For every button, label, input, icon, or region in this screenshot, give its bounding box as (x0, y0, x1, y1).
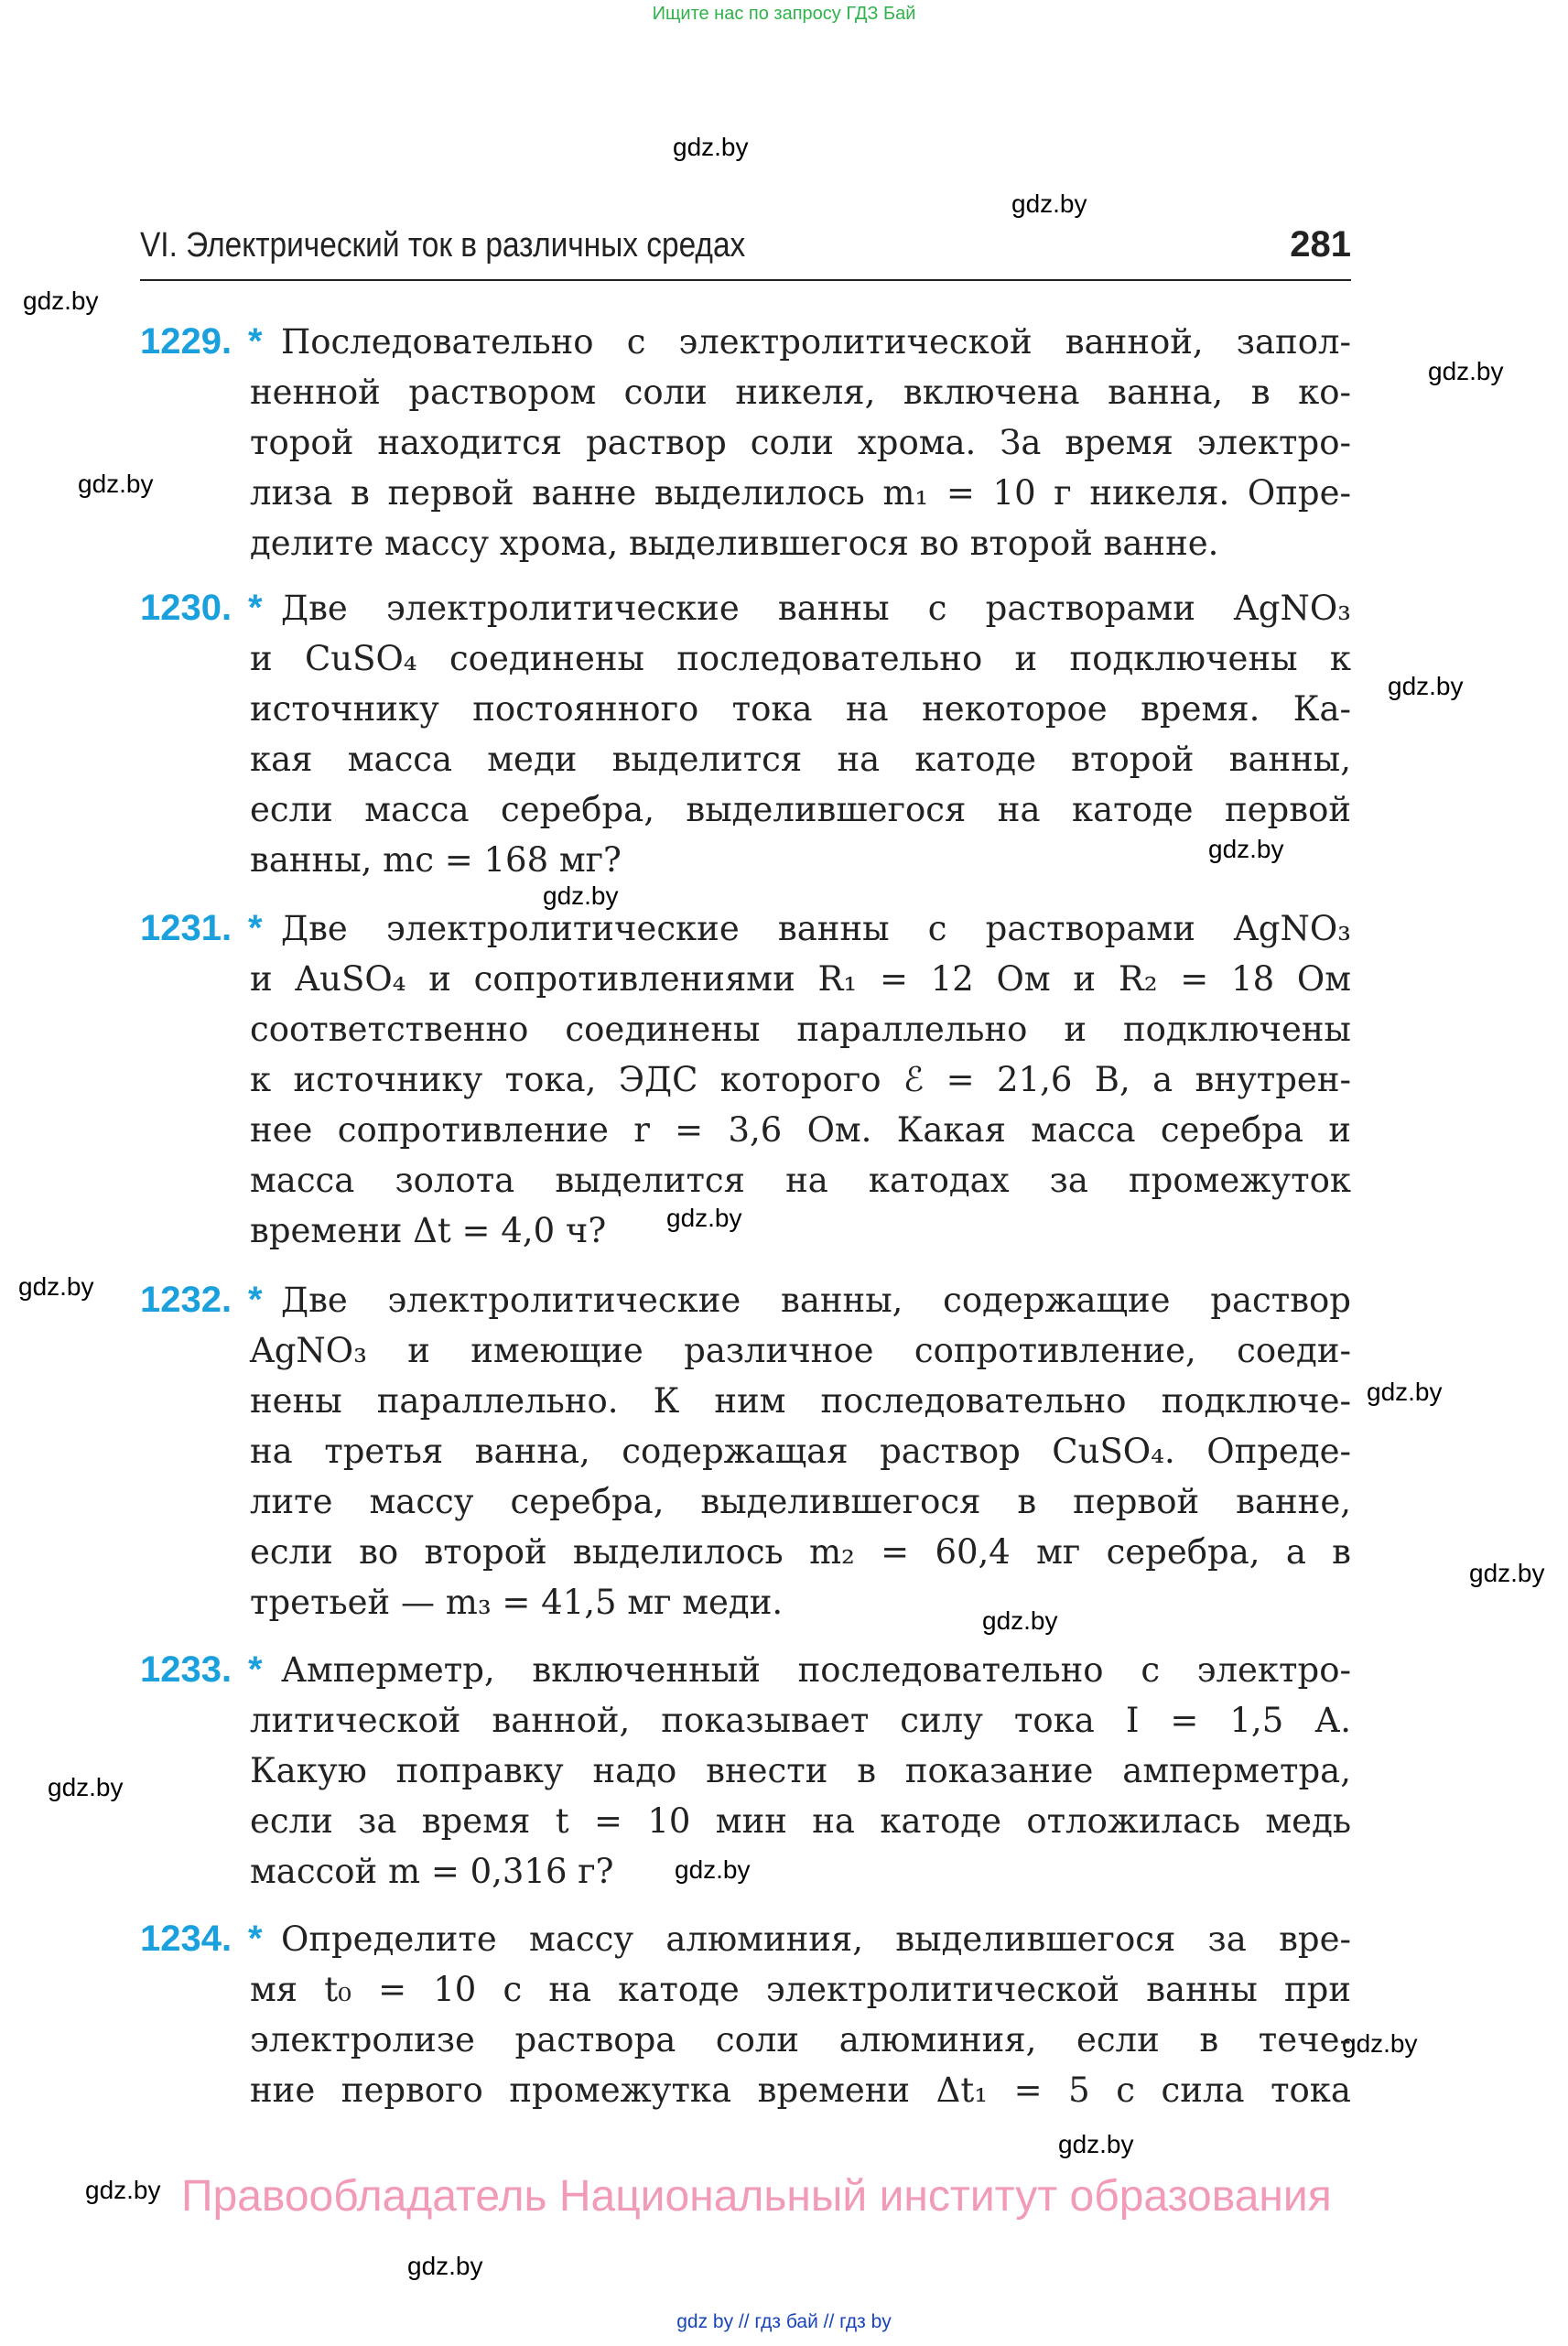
watermark: gdz.by (23, 286, 99, 315)
problem-number: 1229. (140, 321, 232, 362)
text-line: Последовательно с электролитической ванной, запол- (281, 322, 1351, 362)
text-line: торой находится раствор соли хрома. За время электро- (250, 423, 1351, 462)
watermark: gdz.by (407, 2252, 483, 2280)
text-line: Какую поправку надо внести в показание амперметра, (250, 1751, 1351, 1790)
watermark: gdz.by (85, 2176, 161, 2204)
text-line: Определите массу алюминия, выделившегося за вре- (281, 1919, 1351, 1959)
problem-text (250, 1914, 1351, 2115)
text-line: лите массу серебра, выделившегося в первой ванне, (250, 1482, 1351, 1521)
watermark: gdz.by (18, 1272, 94, 1301)
watermark: gdz.by (675, 1855, 751, 1884)
problem-text (250, 583, 1351, 885)
problem-number: 1234. (140, 1919, 232, 1959)
running-header (140, 222, 1351, 281)
page-number: 281 (1290, 224, 1351, 265)
text-line: третьей — m₃ = 41,5 мг меди. (250, 1583, 784, 1622)
problem-text (250, 1645, 1351, 1897)
text-line: и AuSO₄ и сопротивлениями R₁ = 12 Ом и R₂ = 18 Ом (250, 959, 1351, 999)
text-line: Две электролитические ванны с растворами AgNO₃ (281, 589, 1351, 628)
text-line: делите массу хрома, выделившегося во второй ванне. (250, 524, 1219, 563)
text-line: к источнику тока, ЭДС которого ℰ = 21,6 В, а внутрен- (250, 1060, 1351, 1099)
copyright-notice: Правообладатель Национальный институт образования (181, 2172, 1332, 2221)
text-line: лиза в первой ванне выделилось m₁ = 10 г никеля. Опре- (250, 473, 1351, 513)
problem-number: 1231. (140, 908, 232, 948)
top-banner[interactable]: Ищите нас по запросу ГДЗ Бай (652, 4, 916, 24)
watermark: gdz.by (78, 470, 154, 498)
text-line: AgNO₃ и имеющие различное сопротивление, соеди- (250, 1331, 1351, 1370)
problem-text (250, 317, 1351, 568)
watermark: gdz.by (666, 1204, 742, 1232)
watermark: gdz.by (543, 881, 619, 910)
text-line: и CuSO₄ соединены последовательно и подключены к (250, 639, 1351, 678)
chapter-title: VI. Электрический ток в различных средах (140, 226, 746, 265)
watermark: gdz.by (673, 133, 749, 161)
watermark: gdz.by (1208, 835, 1284, 863)
text-line: ненной раствором соли никеля, включена ванна, в ко- (250, 373, 1351, 412)
text-line: на третья ванна, содержащая раствор CuSO₄. Опреде- (250, 1432, 1351, 1471)
text-line: если во второй выделилось m₂ = 60,4 мг серебра, а в (250, 1532, 1351, 1572)
difficulty-star: * (248, 1919, 263, 1959)
text-line: Две электролитические ванны, содержащие раствор (281, 1281, 1351, 1320)
problem-number: 1233. (140, 1649, 232, 1690)
text-line: ние первого промежутка времени Δt₁ = 5 с сила тока (250, 2070, 1351, 2110)
difficulty-star: * (248, 1280, 263, 1320)
difficulty-star: * (248, 908, 263, 948)
text-line: если масса серебра, выделившегося на катоде первой (250, 790, 1351, 829)
problem-number: 1230. (140, 588, 232, 628)
text-line: масса золота выделится на катодах за промежуток (250, 1161, 1351, 1200)
text-line: Амперметр, включенный последовательно с электро- (281, 1650, 1351, 1690)
text-line: массой m = 0,316 г? (250, 1852, 614, 1891)
watermark: gdz.by (48, 1773, 124, 1801)
difficulty-star: * (248, 1649, 263, 1690)
text-line: литической ванной, показывает силу тока I = 1,5 А. (250, 1701, 1351, 1740)
watermark: gdz.by (1428, 357, 1504, 385)
watermark: gdz.by (1469, 1559, 1545, 1587)
text-line: кая масса меди выделится на катоде второй ванны, (250, 740, 1351, 779)
watermark: gdz.by (1342, 2029, 1418, 2058)
text-line: соответственно соединены параллельно и подключены (250, 1010, 1351, 1049)
text-line: времени Δt = 4,0 ч? (250, 1211, 607, 1250)
text-line: электролизе раствора соли алюминия, если в тече- (250, 2020, 1351, 2060)
watermark: gdz.by (1388, 672, 1464, 700)
bottom-links[interactable]: gdz by // гдз бай // гдз by (676, 2311, 892, 2332)
text-line: ванны, mс = 168 мг? (250, 840, 622, 880)
watermark: gdz.by (982, 1606, 1058, 1635)
problem-text (250, 1275, 1351, 1627)
text-line: если за время t = 10 мин на катоде отложилась медь (250, 1801, 1351, 1841)
watermark: gdz.by (1011, 189, 1087, 218)
text-line: нены параллельно. К ним последовательно подключе- (250, 1381, 1351, 1421)
text-line: Две электролитические ванны с растворами AgNO₃ (281, 909, 1351, 948)
problem-text (250, 903, 1351, 1256)
difficulty-star: * (248, 588, 263, 628)
watermark: gdz.by (1058, 2130, 1134, 2158)
watermark: gdz.by (1367, 1378, 1443, 1406)
problem-number: 1232. (140, 1280, 232, 1320)
difficulty-star: * (248, 321, 263, 362)
text-line: источнику постоянного тока на некоторое время. Ка- (250, 689, 1351, 729)
text-line: нее сопротивление r = 3,6 Ом. Какая масса серебра и (250, 1110, 1351, 1150)
text-line: мя t₀ = 10 с на катоде электролитической ванны при (250, 1970, 1351, 2009)
